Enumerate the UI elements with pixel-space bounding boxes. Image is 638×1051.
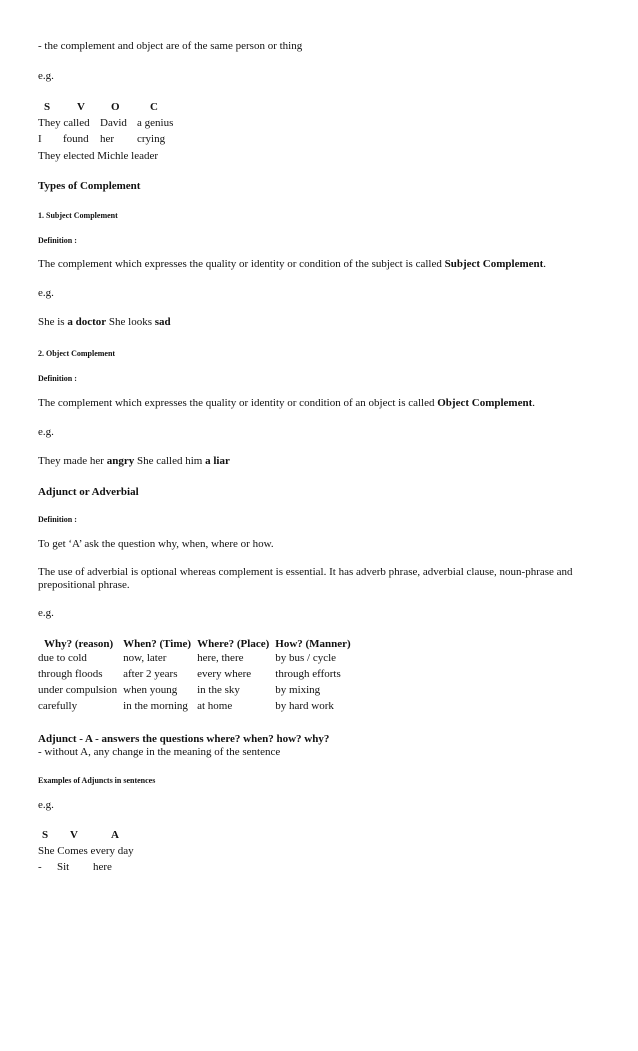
sva-row-2-v: Sit — [57, 861, 70, 873]
adjunct-paragraph: The use of adverbial is optional whereas complement is essential. It has adverb phrase, adverbial clause, noun-phrase and prepositional phrase. — [38, 566, 573, 591]
svoc-row-2-c: crying — [137, 133, 166, 145]
svoc-header-o: O — [111, 101, 120, 113]
table-cell: every where — [197, 668, 252, 680]
example-text: They made her — [38, 455, 107, 467]
example-text: She looks — [106, 316, 155, 328]
eg-label: e.g. — [38, 799, 54, 811]
table-row — [38, 684, 357, 700]
subject-definition-end: . — [543, 258, 547, 270]
example-text: She called him — [134, 455, 206, 467]
object-definition-term: Object Complement — [437, 397, 533, 409]
subject-definition-text: The complement which expresses the quality or identity or condition of the subject is called — [38, 258, 445, 270]
table-header-row — [38, 636, 357, 652]
header-when: When? (Time) — [123, 638, 192, 650]
adjunct-heading: Adjunct or Adverbial — [38, 486, 139, 498]
svoc-header-s: S — [44, 101, 51, 113]
table-cell: when young — [123, 684, 178, 696]
example-text: She is — [38, 316, 68, 328]
svoc-row-2-o: her — [100, 133, 115, 145]
svoc-header-v: V — [77, 101, 85, 113]
sva-header-v: V — [70, 829, 78, 841]
table-cell: in the sky — [197, 684, 240, 696]
sva-header-s: S — [42, 829, 49, 841]
object-example — [38, 455, 230, 468]
table-row — [38, 668, 357, 684]
object-definition — [38, 397, 535, 410]
table-cell: now, later — [123, 652, 167, 664]
subject-heading: 1. Subject Complement — [38, 211, 118, 220]
svoc-row-1-c: a genius — [137, 117, 174, 129]
eg-label: e.g. — [38, 287, 54, 299]
sva-row-1: She Comes every day — [38, 845, 134, 857]
example-complement: angry — [106, 455, 135, 467]
example-complement: a liar — [205, 455, 230, 467]
sva-row-2-a: here — [93, 861, 112, 873]
table-cell: due to cold — [38, 652, 87, 664]
object-definition-end: . — [532, 397, 536, 409]
table-cell: through floods — [38, 668, 103, 680]
svoc-row-3: They elected Michle leader — [38, 150, 159, 162]
examples-heading: Examples of Adjuncts in sentences — [38, 776, 156, 785]
subject-definition — [38, 258, 546, 271]
svoc-row-2-s: I — [38, 133, 42, 145]
sva-row-2-dash: - — [38, 861, 42, 873]
svoc-row-1-sv: They called — [38, 117, 90, 129]
eg-label: e.g. — [38, 607, 54, 619]
header-why: Why? (reason) — [44, 638, 114, 650]
intro-line: - the complement and object are of the same person or thing — [38, 40, 303, 52]
svoc-row-2-v: found — [63, 133, 89, 145]
adjunct-answers-heading: Adjunct - A - answers the questions where? when? how? why? — [38, 733, 330, 745]
table-cell: by bus / cycle — [275, 652, 337, 664]
subject-example — [38, 316, 171, 329]
table-cell: carefully — [38, 700, 78, 712]
table-cell: in the morning — [123, 700, 188, 712]
table-cell: through efforts — [275, 668, 341, 680]
adverbial-table — [38, 636, 357, 716]
definition-label: Definition : — [38, 236, 77, 245]
adjunct-question: To get ‘A’ ask the question why, when, where or how. — [38, 538, 274, 550]
definition-label: Definition : — [38, 374, 77, 383]
table-cell: after 2 years — [123, 668, 178, 680]
table-cell: by hard work — [275, 700, 334, 712]
svoc-row-1-o: David — [100, 117, 127, 129]
adjunct-answers-note: - without A, any change in the meaning of the sentence — [38, 746, 281, 758]
example-complement: a doctor — [67, 316, 107, 328]
definition-label: Definition : — [38, 515, 77, 524]
object-definition-text: The complement which expresses the quality or identity or condition of an object is called — [38, 397, 438, 409]
eg-label: e.g. — [38, 70, 54, 82]
svoc-header-c: C — [150, 101, 158, 113]
header-where: Where? (Place) — [197, 638, 270, 650]
sva-header-a: A — [111, 829, 119, 841]
table-cell: by mixing — [275, 684, 321, 696]
eg-label: e.g. — [38, 426, 54, 438]
object-heading: 2. Object Complement — [38, 349, 116, 358]
subject-definition-term: Subject Complement — [444, 258, 544, 270]
types-heading: Types of Complement — [38, 180, 141, 192]
header-how: How? (Manner) — [275, 638, 351, 650]
example-complement: sad — [154, 316, 171, 328]
table-row — [38, 652, 357, 668]
table-cell: at home — [197, 700, 233, 712]
table-row — [38, 700, 357, 716]
table-cell: under compulsion — [38, 684, 118, 696]
table-cell: here, there — [197, 652, 244, 664]
